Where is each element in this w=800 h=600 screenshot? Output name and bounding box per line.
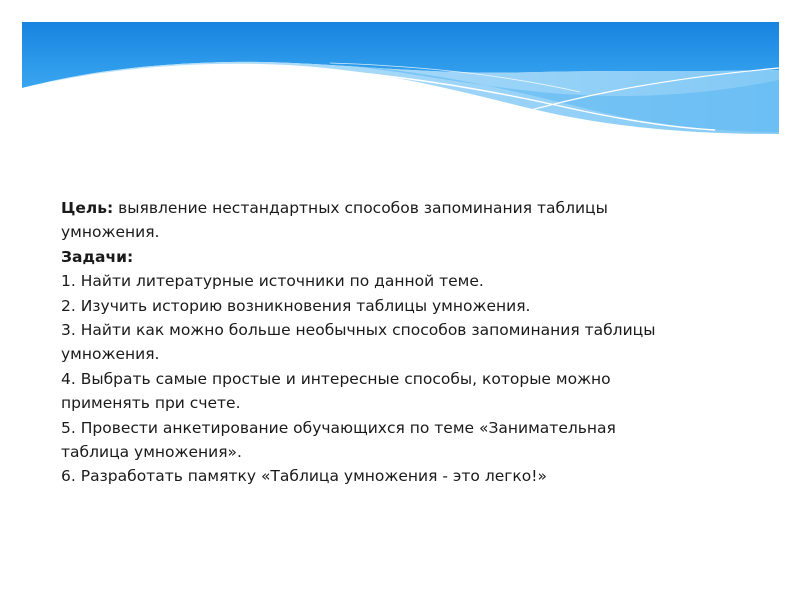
task-item-5: 5. Провести анкетирование обучающихся по теме «Занимательная таблица умножения». [61,418,616,462]
task-item-3: 3. Найти как можно больше необычных способов запоминания таблицы умножения. [61,321,656,364]
slide-content [61,196,681,489]
header-wave-decoration [0,0,800,150]
task-item-2: 2. Изучить историю возникновения таблицы умножения. [61,296,531,315]
task-item-4: 4. Выбрать самые простые и интересные способы, которые можно применять при счете. [61,369,611,413]
tasks-heading: Задачи: [61,247,134,266]
task-item-1: 1. Найти литературные источники по данной теме. [61,272,484,291]
task-item-6: 6. Разработать памятку «Таблица умножения - это легко!» [61,467,547,486]
goal-text: выявление нестандартных способов запоминания таблицы умножения. [61,199,608,242]
goal-paragraph [61,196,681,245]
goal-label: Цель: [61,199,114,217]
